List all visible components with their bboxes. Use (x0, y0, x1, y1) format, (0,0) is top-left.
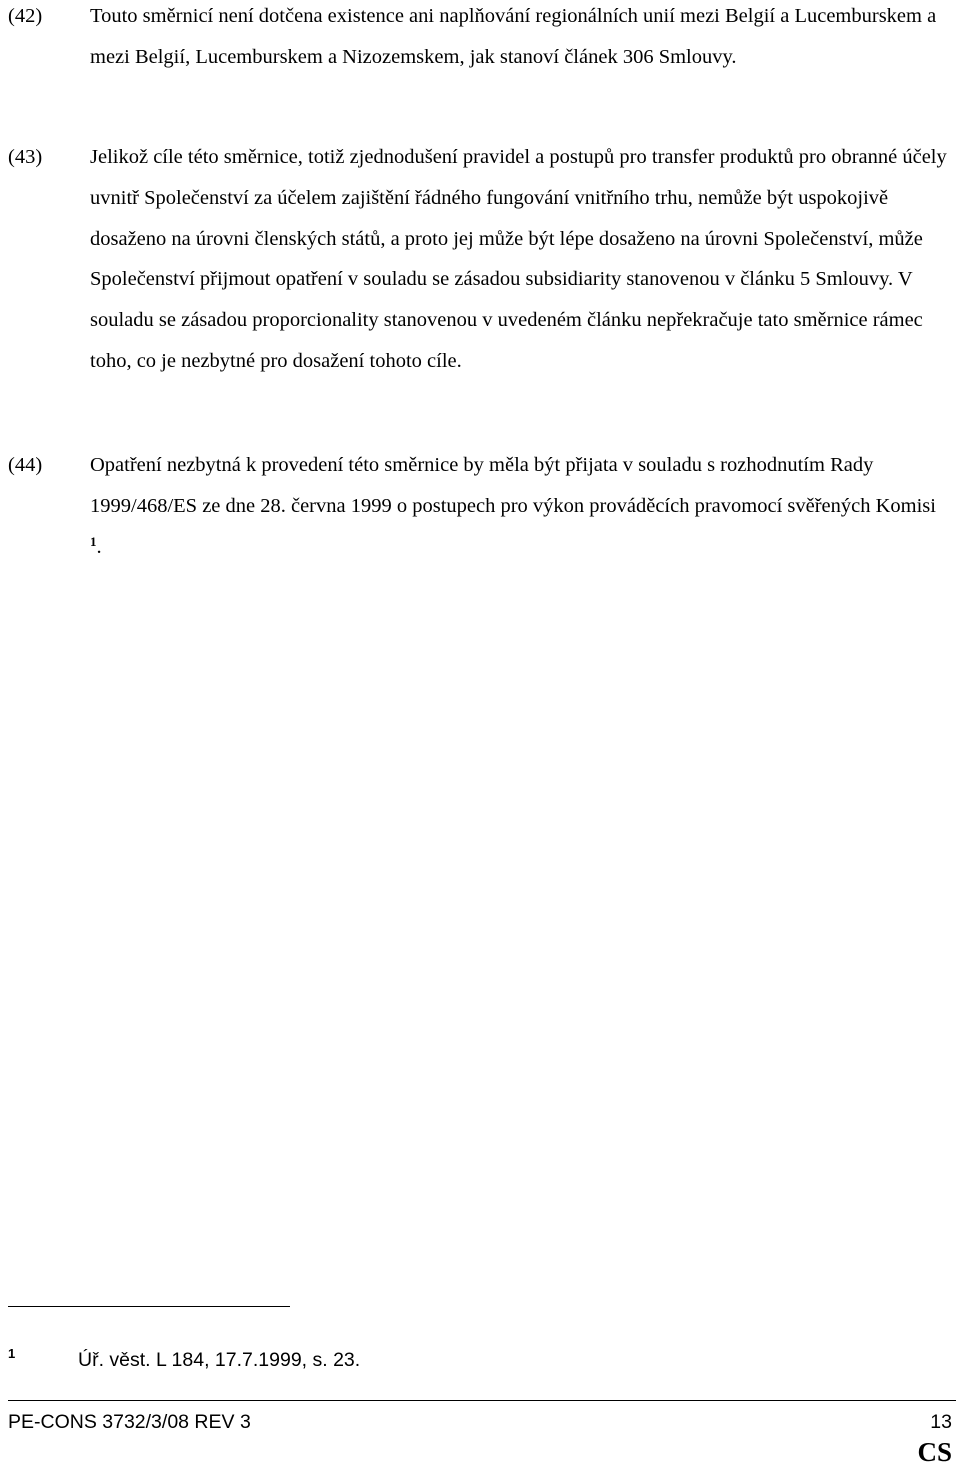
recital-42 (0, 0, 960, 126)
recital-text (90, 445, 948, 567)
recital-text: Touto směrnicí není dotčena existence ani naplňování regionálních unií mezi Belgií a Lucemburskem a mezi Belgií, Lucemburskem a Nizozemskem, jak stanoví článek 306 Smlouvy. (90, 5, 937, 68)
recital-44-end: . (96, 535, 102, 558)
recital-number: (44) (8, 454, 43, 476)
page-number: 13 (930, 1411, 952, 1433)
recital-44-body: Opatření nezbytná k provedení této směrnice by měla být přijata v souladu s rozhodnutím Rady 1999/468/ES ze dne 28. června 1999 o postupech pro výkon prováděcích pravomocí svěřených Komisi (90, 454, 936, 517)
footnote-separator (8, 1306, 290, 1307)
recital-43 (0, 137, 960, 427)
footnote-text: Úř. věst. L 184, 17.7.1999, s. 23. (78, 1349, 361, 1371)
footnote-reference[interactable]: 1 (90, 533, 97, 549)
footnote-number: 1 (8, 1346, 16, 1361)
language-code: CS (917, 1437, 952, 1467)
recital-text: Jelikož cíle této směrnice, totiž zjednodušení pravidel a postupů pro transfer produktů pro obranné účely uvnitř Společenství za účelem zajištění řádného fungování vnitřního trhu, nemůže být uspokojivě dosaženo na úrovni členských států, a proto jej může být lépe dosaženo na úrovni Společenství, může Společenství přijmout opatření v souladu se zásadou subsidiarity stanovenou v článku 5 Smlouvy. V souladu se zásadou proporcionality stanovenou v uvedeném článku nepřekračuje tato směrnice rámec toho, co je nezbytné pro dosažení tohoto cíle. (90, 146, 947, 372)
recital-number: (43) (8, 146, 43, 168)
recital-number: (42) (8, 5, 43, 27)
document-id: PE-CONS 3732/3/08 REV 3 (8, 1411, 251, 1433)
recital-44 (0, 445, 960, 575)
footer-separator (8, 1400, 956, 1401)
